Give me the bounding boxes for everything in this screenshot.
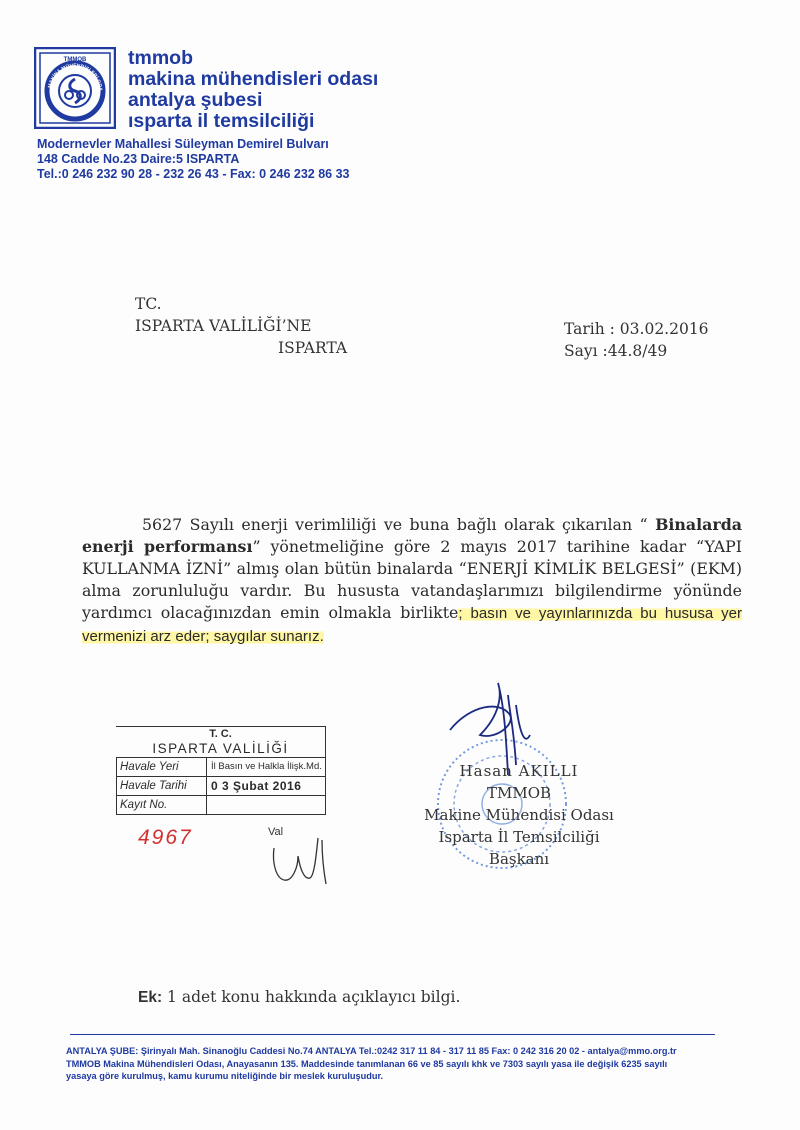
body-text-2: ” yönetmeliğine göre 2 mayıs 2017 tarihine kadar “YAPI KULLANMA İZNİ” almış olan bütün binalarda “ENERJİ KİMLİK BELGESİ” (EKM) alma zorunluluğu vardır. Bu hususta vatandaşlarımızı bilgilendirme yönünde yardımcı olacağınızdan emin olmakla birlikte	[82, 537, 742, 622]
address-line-1: Modernevler Mahallesi Süleyman Demirel Bulvarı	[37, 137, 329, 151]
document-number: Sayı :44.8/49	[564, 342, 668, 360]
body-paragraph	[82, 514, 742, 648]
org-line-3: antalya şubesi	[128, 89, 263, 111]
logo-top-text: TMMOB	[63, 57, 87, 63]
incoming-stamp	[116, 726, 326, 815]
org-line-4: ısparta il temsilciliği	[128, 110, 315, 132]
document-date: Tarih : 03.02.2016	[564, 320, 709, 338]
body-bold-title: Binalarda enerji performansı	[82, 515, 742, 556]
footer	[66, 1045, 736, 1083]
logo-ring-text: MAKİNA MÜHENDİSLERİ ODA	[47, 62, 104, 92]
footer-line-3: yasaya göre kurulmuş, kamu kurumu niteliğinde bir meslek kuruluşudur.	[66, 1071, 384, 1081]
document-meta	[564, 318, 709, 362]
stamp-val-label: Val	[268, 826, 284, 838]
stamp-row	[116, 796, 325, 814]
body-text-1: 5627 Sayılı enerji verimliliği ve buna bağlı olarak çıkarılan “	[142, 515, 656, 534]
stamp-tc: T. C.	[116, 726, 325, 741]
attachment-note	[138, 988, 460, 1007]
recipient-line-2: ISPARTA VALİLİĞİ’NE	[135, 317, 312, 335]
signatory-org-line-3: Isparta İl Temsilciliği	[438, 828, 600, 846]
stamp-value: 0 3 Şubat 2016	[211, 779, 302, 793]
footer-line-1: ANTALYA ŞUBE: Şirinyalı Mah. Sinanoğlu Caddesi No.74 ANTALYA Tel.:0242 317 11 84 - 317 11 85 Fax: 0 242 316 20 02 - antalya@mmo.org.tr	[66, 1046, 677, 1056]
footer-line-2: TMMOB Makina Mühendisleri Odası, Anayasanın 135. Maddesinde tanımlanan 66 ve 85 sayılı khk ve 7303 sayılı yasa ile değişik 6235 sayılı	[66, 1058, 668, 1069]
signature-block	[408, 760, 630, 870]
org-line-1: tmmob	[128, 47, 193, 69]
address-line-2: 148 Cadde No.23 Daire:5 ISPARTA	[37, 152, 240, 166]
address-line-3: Tel.:0 246 232 90 28 - 232 26 43 - Fax: 0 246 232 86 33	[37, 167, 350, 181]
org-name	[128, 48, 378, 132]
stamp-value: İl Basın ve Halkla İlişk.Md.	[211, 761, 322, 772]
stamp-label: Kayıt No.	[116, 796, 207, 814]
attachment-text: 1 adet konu hakkında açıklayıcı bilgi.	[162, 988, 461, 1006]
body-highlighted-text: ; basın ve yayınlarınızda bu hususa yer vermenizi arz eder; saygılar sunarız.	[82, 605, 742, 645]
signatory-org: TMMOB	[486, 784, 552, 802]
signatory-name: Hasan AKILLI	[459, 762, 579, 780]
stamp-value	[207, 796, 325, 814]
stamp-title: ISPARTA VALİLİĞİ	[116, 741, 325, 758]
org-address	[37, 137, 350, 182]
signatory-title: Başkanı	[488, 850, 550, 868]
footer-divider	[70, 1034, 715, 1035]
letter-body	[82, 514, 742, 648]
tmmob-logo	[34, 47, 116, 129]
attachment-label: Ek:	[138, 989, 163, 1006]
recipient-block	[135, 293, 347, 359]
recipient-line-1: TC.	[135, 295, 162, 313]
stamp-row	[116, 758, 325, 777]
stamp-row	[116, 777, 325, 796]
initials-scribble	[264, 828, 334, 888]
stamp-label: Havale Tarihi	[116, 777, 207, 795]
handwritten-registration-number: 4967	[138, 826, 193, 849]
stamp-label: Havale Yeri	[116, 758, 207, 776]
recipient-line-3: ISPARTA	[278, 339, 348, 357]
org-line-2: makina mühendisleri odası	[128, 68, 379, 90]
signatory-org-line-2: Makine Mühendisi Odası	[424, 806, 614, 824]
